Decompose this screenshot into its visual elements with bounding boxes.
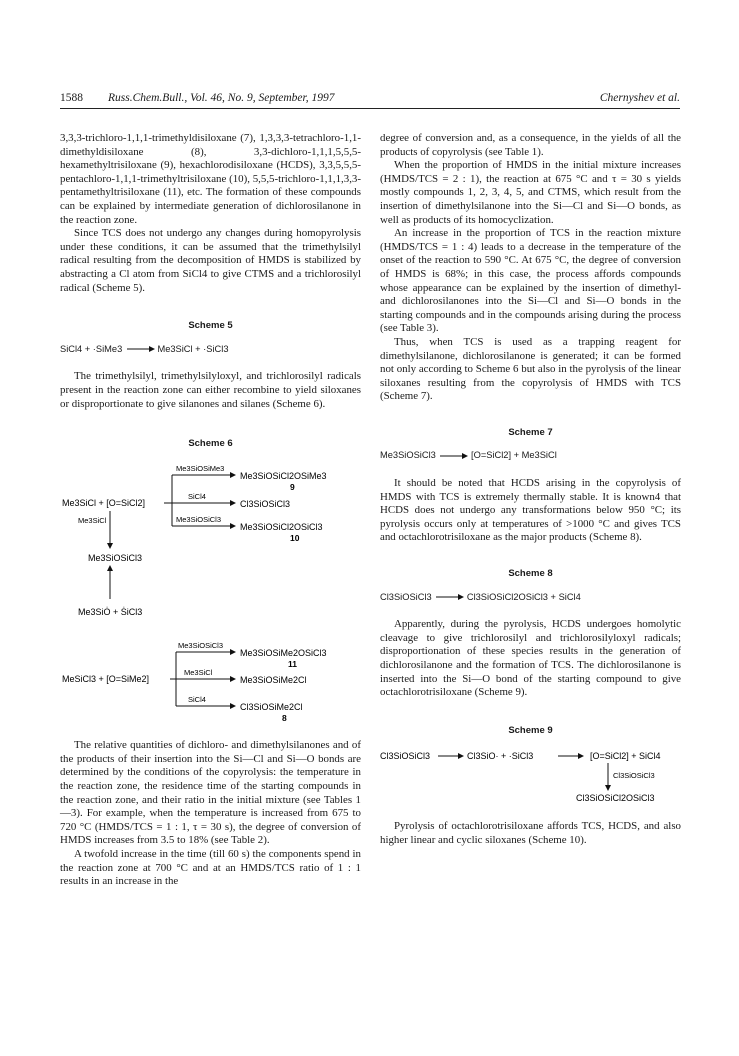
scheme-6-title: Scheme 6 xyxy=(188,438,233,450)
scheme-6-a-reagent-2: SiCl4 xyxy=(188,491,206,501)
paragraph: degree of conversion and, as a consequence, in the yields of all the products of copyrolysis (see Table 1). xyxy=(380,132,681,158)
paragraph: 3,3,3-trichloro-1,1,1-trimethyldisiloxane (7), 1,3,3,3-tetrachloro-1,1-dimethyldisiloxane (8), 3,3-dichloro-1,1,1,5,5,5-hexamethyltrisiloxane (9), hexachlorodisiloxane (HCDS), 3,3,5,5,5-pentachloro-1,1,1-trimethyltrisiloxane (10), 5,5,5-trichloro-1,1,1,3,3-pentamethyltrisiloxane (11), etc. The formation of these compounds can be explained by intermediate generation of dichlorosilanone in the reaction zone. xyxy=(60,132,361,226)
left-column xyxy=(60,132,361,889)
journal-citation: Russ.Chem.Bull., Vol. 46, No. 9, September, 1997 xyxy=(108,92,335,104)
scheme-6-side-reagent: Me3SiCl xyxy=(78,515,107,525)
paragraph: The trimethylsilyl, trimethylsilyloxyl, and trichlorosilyl radicals present in the reaction zone can either recombine to yield siloxanes or disproportionate to give silanones and silanes (Scheme 6). xyxy=(60,370,361,410)
reaction-arrow-icon xyxy=(125,345,155,353)
right-column xyxy=(380,132,681,847)
scheme-9-reactant: Cl3SiOSiCl3 xyxy=(380,751,431,762)
scheme-7-reactant: Me3SiOSiCl3 xyxy=(380,450,436,461)
scheme-5-reactants: SiCl4 + ·SiMe3 xyxy=(60,343,123,354)
scheme-9-final-product: Cl3SiOSiCl2OSiCl3 xyxy=(576,793,655,804)
scheme-6-b-product-1: Me3SiOSiMe2OSiCl3 xyxy=(240,647,327,658)
compound-number: 9 xyxy=(290,481,295,492)
paragraph: Pyrolysis of octachlorotrisiloxane affords TCS, HCDS, and also higher linear and cyclic siloxanes (Scheme 10). xyxy=(380,819,681,846)
scheme-6-middle: Me3SiOSiCl3 xyxy=(88,552,143,563)
scheme-7-title: Scheme 7 xyxy=(508,426,553,438)
scheme-6-b-product-3: Cl3SiOSiMe2Cl xyxy=(240,701,303,712)
scheme-8 xyxy=(380,591,681,605)
reaction-arrow-icon xyxy=(438,452,468,460)
scheme-7-products: [O=SiCl2] + Me3SiCl xyxy=(471,450,557,461)
scheme-6-a-product-1: Me3SiOSiCl2OSiMe3 xyxy=(240,470,327,481)
scheme-6-a-product-2: Cl3SiOSiCl3 xyxy=(240,498,291,509)
scheme-6-radicals: Me3SiȮ + ṠiCl3 xyxy=(78,606,143,617)
paragraph: Apparently, during the pyrolysis, HCDS undergoes homolytic cleavage to give trichlorosilyl and trichlorosilyloxyl radicals; disproportionation of these species results in the generation of dichlorosilanone and the formation of TCS. The dichlorosilanone is inserted into the Si—O bond of the starting compound to give octachlorotrisiloxane (Scheme 9). xyxy=(380,618,681,699)
paragraph: Thus, when TCS is used as a trapping reagent for dimethylsilanone, dichlorosilanone is generated; it can be formed not only according to Scheme 6 but also in the pyrolysis of the linear siloxanes resulting from the copyrolysis of HMDS with TCS (Scheme 7). xyxy=(380,335,681,403)
scheme-7 xyxy=(380,449,681,463)
scheme-9-diagram xyxy=(380,747,681,803)
scheme-6-a-left: Me3SiCl + [O=SiCl2] xyxy=(62,497,146,508)
paragraph: A twofold increase in the time (till 60 s) the components spend in the reaction zone at 700 °C and at an HMDS/TCS ratio of 1 : 1 results in an increase in the xyxy=(60,848,361,888)
compound-number: 10 xyxy=(290,532,300,543)
scheme-9-reagent: Cl3SiOSiCl3 xyxy=(613,771,655,781)
paragraph: An increase in the proportion of TCS in the reaction mixture (HMDS/TCS = 1 : 4) leads to a decrease in the temperature of the onset of the reaction to 590 °C. At 675 °C, the degree of conversion of HMDS is 68%; in this case, the process affords compounds whose appearance can be explained by the insertion of dimethyl- and dichlorosilanones into the Si—Cl and Si—O bonds in the starting compounds and in the compounds arising during the process (see Table 3). xyxy=(380,227,681,335)
compound-number: 11 xyxy=(288,658,297,669)
page-number: 1588 xyxy=(60,92,83,104)
scheme-8-reactant: Cl3SiOSiCl3 xyxy=(380,591,432,602)
scheme-5-products: Me3SiCl + ·SiCl3 xyxy=(157,343,229,354)
scheme-6-b-reagent-1: Me3SiOSiCl3 xyxy=(178,640,224,650)
scheme-5-title: Scheme 5 xyxy=(188,320,233,332)
scheme-8-products: Cl3SiOSiCl2OSiCl3 + SiCl4 xyxy=(466,591,581,602)
scheme-6-b-left: MeSiCl3 + [O=SiMe2] xyxy=(62,673,150,684)
scheme-6-diagram xyxy=(60,459,361,721)
scheme-6-b-reagent-3: SiCl4 xyxy=(188,694,206,704)
scheme-6-a-reagent-3: Me3SiOSiCl3 xyxy=(176,514,222,524)
compound-number: 8 xyxy=(282,712,287,721)
scheme-9-radicals: Cl3SiO· + ·SiCl3 xyxy=(467,751,534,762)
scheme-8-title: Scheme 8 xyxy=(508,568,553,580)
scheme-5 xyxy=(60,343,361,357)
scheme-9-title: Scheme 9 xyxy=(508,724,553,736)
paragraph: The relative quantities of dichloro- and dimethylsilanones and of the products of their insertion into the Si—Cl and Si—O bonds are determined by the conditions of the copyrolysis: the temperature in the reaction zone, the residence time of the starting compounds in the reaction zone, and their ratio in the initial mixture (see Tables 1—3). For example, when the temperature is increased from 675 to 720 °C (HMDS/TCS = 1 : 1, τ = 30 s), the degree of conversion of HMDS increases from 3.5 to 18% (see Table 2). xyxy=(60,739,361,847)
reaction-arrow-icon xyxy=(434,593,464,601)
authors-text: Chernyshev et al. xyxy=(599,92,680,104)
authors xyxy=(600,92,680,104)
scheme-9-products: [O=SiCl2] + SiCl4 xyxy=(590,751,661,762)
paragraph: It should be noted that HCDS arising in the copyrolysis of HMDS with TCS is extremely thermally stable. It is known4 that HCDS does not undergo any transformations below 950 °C; its pyrolysis occurs only at temperatures of >1000 °C and gives TCS and octachlorotrisiloxane as the major products (Scheme 8). xyxy=(380,477,681,544)
scheme-6-a-reagent-1: Me3SiOSiMe3 xyxy=(176,463,225,473)
paragraph: Since TCS does not undergo any changes during homopyrolysis under these conditions, it can be assumed that the trimethylsilyl radical resulting from the decomposition of HMDS is stabilized by abstracting a Cl atom from SiCl4 to give CTMS and a trichlorosilyl radical (Scheme 5). xyxy=(60,227,361,294)
paragraph: When the proportion of HMDS in the initial mixture increases (HMDS/TCS = 2 : 1), the reaction at 675 °C and τ = 30 s yields mostly compounds 1, 2, 3, 4, 5, and CTMS, which result from the insertion of dimethylsilanone into the Si—Cl and Si—O bonds, as well as products of its homocyclization. xyxy=(380,159,681,226)
running-header xyxy=(60,92,680,109)
scheme-6-b-reagent-2: Me3SiCl xyxy=(184,667,213,677)
scheme-6-a-product-3: Me3SiOSiCl2OSiCl3 xyxy=(240,521,323,532)
scheme-6-b-product-2: Me3SiOSiMe2Cl xyxy=(240,674,307,685)
